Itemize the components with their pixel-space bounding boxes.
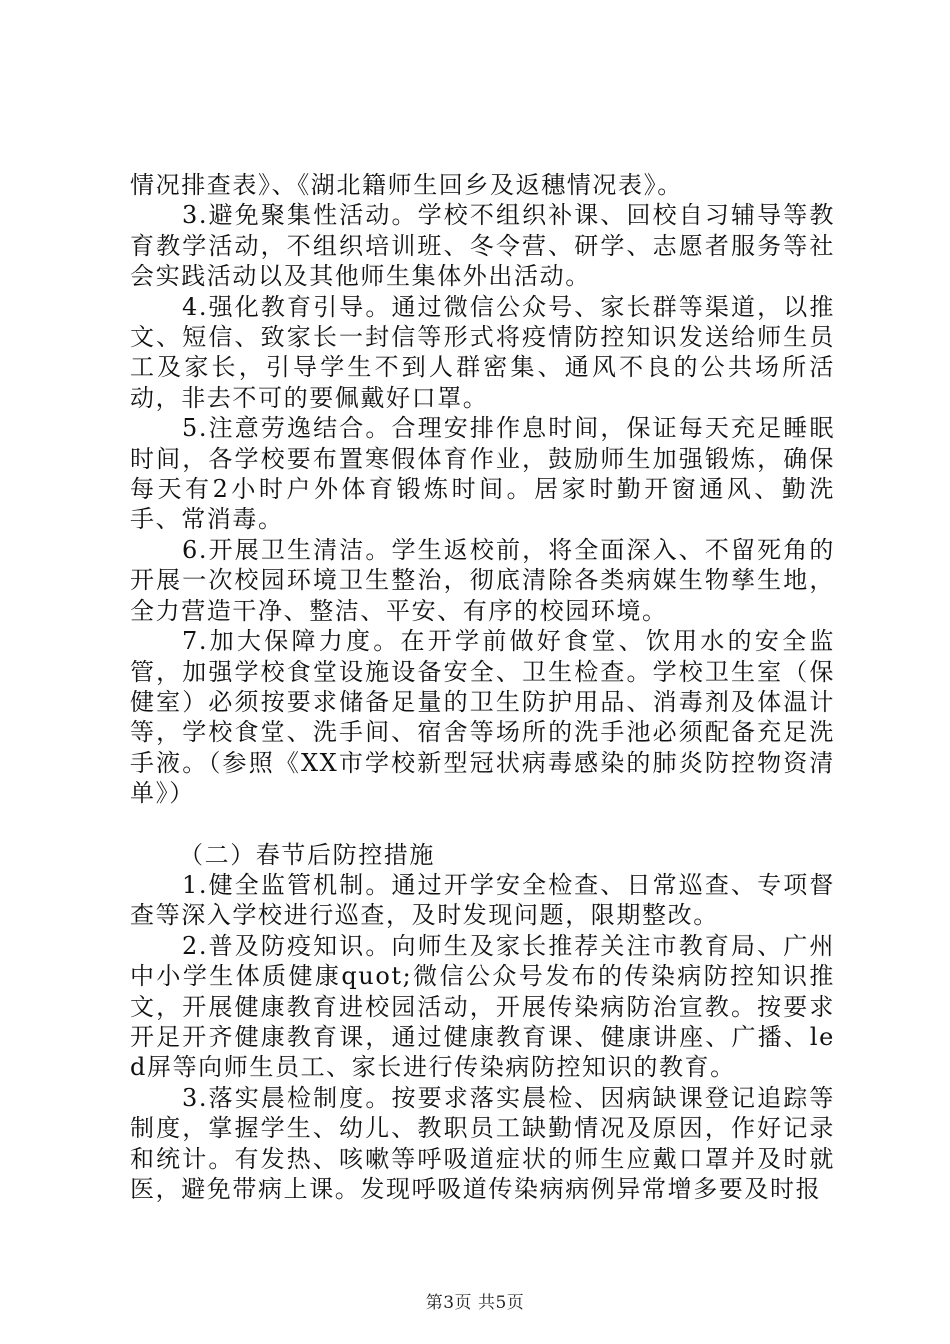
page-number-footer: 第3页 共5页 [425,1293,525,1313]
section-gap [130,809,835,840]
section-paragraph-item-3: 3.落实晨检制度。按要求落实晨检、因病缺课登记追踪等制度，掌握学生、幼儿、教职员工缺勤情况及原因，作好记录和统计。有发热、咳嗽等呼吸道症状的师生应戴口罩并及时就医，避免带病上课。发现呼吸道传染病病例异常增多要及时报 [130,1083,835,1203]
section-paragraph-item-2: 2.普及防疫知识。向师生及家长推荐关注市教育局、广州中小学生体质健康quot;微信公众号发布的传染病防控知识推文，开展健康教育进校园活动，开展传染病防治宣教。按要求开足开齐健康教育课，通过健康教育课、健康讲座、广播、led屏等向师生员工、家长进行传染病防控知识的教育。 [130,931,835,1082]
paragraph-item-4: 4.强化教育引导。通过微信公众号、家长群等渠道，以推文、短信、致家长一封信等形式将疫情防控知识发送给师生员工及家长，引导学生不到人群密集、通风不良的公共场所活动，非去不可的要佩戴好口罩。 [130,292,835,412]
paragraph-item-3: 3.避免聚集性活动。学校不组织补课、回校自习辅导等教育教学活动，不组织培训班、冬令营、研学、志愿者服务等社会实践活动以及其他师生集体外出活动。 [130,201,835,291]
section-heading: （二）春节后防控措施 [179,840,435,869]
document-body [130,170,835,1204]
section-paragraph-item-1: 1.健全监管机制。通过开学安全检查、日常巡查、专项督查等深入学校进行巡查，及时发现问题，限期整改。 [130,870,835,930]
paragraph-item-7: 7.加大保障力度。在开学前做好食堂、饮用水的安全监管，加强学校食堂设施设备安全、卫生检查。学校卫生室（保健室）必须按要求储备足量的卫生防护用品、消毒剂及体温计等，学校食堂、洗手间、宿舍等场所的洗手池必须配备充足洗手液。（参照《XX市学校新型冠状病毒感染的肺炎防控物资清单》） [130,627,835,808]
paragraph-item-6: 6.开展卫生清洁。学生返校前，将全面深入、不留死角的开展一次校园环境卫生整治，彻底清除各类病媒生物孳生地，全力营造干净、整洁、平安、有序的校园环境。 [130,535,835,625]
paragraph-item-5: 5.注意劳逸结合。合理安排作息时间，保证每天充足睡眠时间，各学校要布置寒假体育作业，鼓励师生加强锻炼，确保每天有2小时户外体育锻炼时间。居家时勤开窗通风、勤洗手、常消毒。 [130,414,835,534]
paragraph-continuation: 情况排查表》、《湖北籍师生回乡及返穗情况表》。 [130,171,683,199]
